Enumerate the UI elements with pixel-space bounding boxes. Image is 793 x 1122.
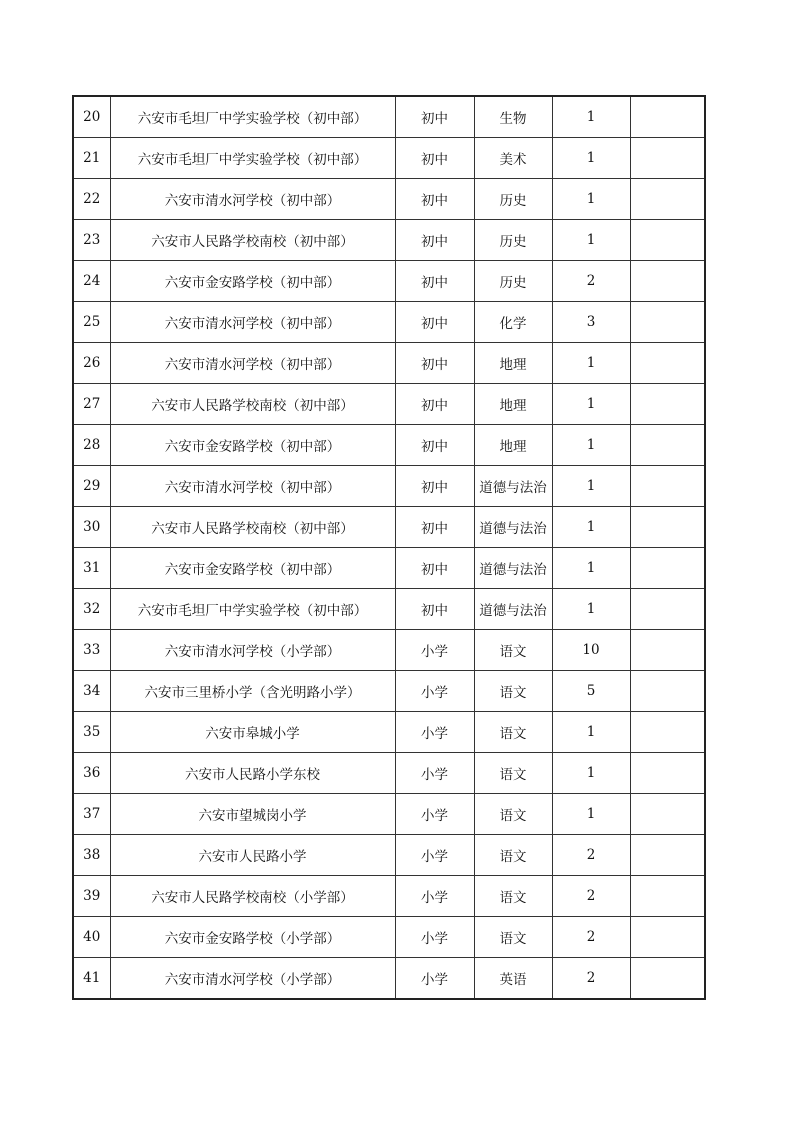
school-level-cell: 小学	[395, 753, 474, 794]
row-number-cell: 35	[73, 712, 110, 753]
row-number-cell: 21	[73, 138, 110, 179]
position-count-cell: 1	[552, 548, 630, 589]
subject-cell: 地理	[474, 343, 552, 384]
note-cell	[630, 302, 705, 343]
note-cell	[630, 261, 705, 302]
subject-cell: 生物	[474, 96, 552, 138]
table-row	[73, 794, 705, 835]
row-number-cell: 41	[73, 958, 110, 1000]
subject-cell: 语文	[474, 876, 552, 917]
table-row	[73, 220, 705, 261]
table-row	[73, 343, 705, 384]
position-count-cell: 1	[552, 96, 630, 138]
table-row	[73, 138, 705, 179]
table-row	[73, 425, 705, 466]
subject-cell: 地理	[474, 384, 552, 425]
row-number-cell: 37	[73, 794, 110, 835]
table-row	[73, 96, 705, 138]
school-name-cell: 六安市金安路学校（初中部）	[110, 425, 395, 466]
school-name-cell: 六安市金安路学校（初中部）	[110, 261, 395, 302]
position-count-cell: 1	[552, 343, 630, 384]
school-level-cell: 小学	[395, 958, 474, 1000]
note-cell	[630, 958, 705, 1000]
position-count-cell: 10	[552, 630, 630, 671]
school-name-cell: 六安市清水河学校（小学部）	[110, 958, 395, 1000]
school-level-cell: 小学	[395, 794, 474, 835]
position-count-cell: 2	[552, 958, 630, 1000]
school-level-cell: 小学	[395, 671, 474, 712]
subject-cell: 地理	[474, 425, 552, 466]
school-name-cell: 六安市人民路小学	[110, 835, 395, 876]
school-name-cell: 六安市毛坦厂中学实验学校（初中部）	[110, 96, 395, 138]
subject-cell: 语文	[474, 835, 552, 876]
row-number-cell: 40	[73, 917, 110, 958]
row-number-cell: 33	[73, 630, 110, 671]
table-row	[73, 753, 705, 794]
school-name-cell: 六安市金安路学校（小学部）	[110, 917, 395, 958]
position-count-cell: 2	[552, 261, 630, 302]
note-cell	[630, 507, 705, 548]
row-number-cell: 29	[73, 466, 110, 507]
note-cell	[630, 630, 705, 671]
subject-cell: 语文	[474, 712, 552, 753]
school-level-cell: 初中	[395, 466, 474, 507]
school-level-cell: 小学	[395, 712, 474, 753]
school-name-cell: 六安市金安路学校（初中部）	[110, 548, 395, 589]
table-row	[73, 876, 705, 917]
school-level-cell: 初中	[395, 384, 474, 425]
subject-cell: 道德与法治	[474, 589, 552, 630]
school-name-cell: 六安市清水河学校（初中部）	[110, 302, 395, 343]
row-number-cell: 34	[73, 671, 110, 712]
row-number-cell: 25	[73, 302, 110, 343]
row-number-cell: 26	[73, 343, 110, 384]
position-count-cell: 1	[552, 753, 630, 794]
row-number-cell: 20	[73, 96, 110, 138]
school-name-cell: 六安市人民路学校南校（初中部）	[110, 384, 395, 425]
positions-table-body	[73, 96, 705, 999]
school-level-cell: 小学	[395, 835, 474, 876]
row-number-cell: 38	[73, 835, 110, 876]
school-level-cell: 初中	[395, 425, 474, 466]
note-cell	[630, 794, 705, 835]
table-row	[73, 671, 705, 712]
row-number-cell: 28	[73, 425, 110, 466]
note-cell	[630, 96, 705, 138]
position-count-cell: 2	[552, 876, 630, 917]
row-number-cell: 32	[73, 589, 110, 630]
school-level-cell: 小学	[395, 630, 474, 671]
subject-cell: 语文	[474, 630, 552, 671]
school-level-cell: 初中	[395, 261, 474, 302]
subject-cell: 美术	[474, 138, 552, 179]
subject-cell: 道德与法治	[474, 466, 552, 507]
school-name-cell: 六安市望城岗小学	[110, 794, 395, 835]
table-row	[73, 589, 705, 630]
school-level-cell: 小学	[395, 876, 474, 917]
note-cell	[630, 343, 705, 384]
row-number-cell: 22	[73, 179, 110, 220]
table-row	[73, 835, 705, 876]
school-level-cell: 初中	[395, 302, 474, 343]
position-count-cell: 2	[552, 835, 630, 876]
school-name-cell: 六安市清水河学校（小学部）	[110, 630, 395, 671]
note-cell	[630, 671, 705, 712]
subject-cell: 道德与法治	[474, 507, 552, 548]
position-count-cell: 1	[552, 794, 630, 835]
row-number-cell: 31	[73, 548, 110, 589]
note-cell	[630, 712, 705, 753]
school-name-cell: 六安市清水河学校（初中部）	[110, 466, 395, 507]
school-name-cell: 六安市人民路学校南校（初中部）	[110, 220, 395, 261]
school-name-cell: 六安市皋城小学	[110, 712, 395, 753]
school-name-cell: 六安市毛坦厂中学实验学校（初中部）	[110, 589, 395, 630]
position-count-cell: 1	[552, 384, 630, 425]
school-level-cell: 初中	[395, 138, 474, 179]
note-cell	[630, 548, 705, 589]
school-level-cell: 初中	[395, 343, 474, 384]
position-count-cell: 1	[552, 712, 630, 753]
table-row	[73, 302, 705, 343]
note-cell	[630, 138, 705, 179]
subject-cell: 语文	[474, 671, 552, 712]
table-row	[73, 179, 705, 220]
subject-cell: 语文	[474, 917, 552, 958]
school-level-cell: 初中	[395, 507, 474, 548]
row-number-cell: 30	[73, 507, 110, 548]
school-level-cell: 初中	[395, 589, 474, 630]
school-name-cell: 六安市清水河学校（初中部）	[110, 179, 395, 220]
row-number-cell: 23	[73, 220, 110, 261]
table-row	[73, 630, 705, 671]
table-row	[73, 261, 705, 302]
note-cell	[630, 589, 705, 630]
position-count-cell: 1	[552, 138, 630, 179]
school-level-cell: 小学	[395, 917, 474, 958]
subject-cell: 语文	[474, 753, 552, 794]
school-name-cell: 六安市三里桥小学（含光明路小学）	[110, 671, 395, 712]
school-level-cell: 初中	[395, 548, 474, 589]
note-cell	[630, 425, 705, 466]
school-name-cell: 六安市人民路小学东校	[110, 753, 395, 794]
position-count-cell: 1	[552, 507, 630, 548]
school-name-cell: 六安市毛坦厂中学实验学校（初中部）	[110, 138, 395, 179]
subject-cell: 语文	[474, 794, 552, 835]
position-count-cell: 5	[552, 671, 630, 712]
table-row	[73, 548, 705, 589]
position-count-cell: 1	[552, 179, 630, 220]
school-name-cell: 六安市清水河学校（初中部）	[110, 343, 395, 384]
subject-cell: 道德与法治	[474, 548, 552, 589]
position-count-cell: 3	[552, 302, 630, 343]
school-level-cell: 初中	[395, 220, 474, 261]
table-row	[73, 917, 705, 958]
school-name-cell: 六安市人民路学校南校（初中部）	[110, 507, 395, 548]
note-cell	[630, 220, 705, 261]
subject-cell: 历史	[474, 179, 552, 220]
note-cell	[630, 876, 705, 917]
position-count-cell: 1	[552, 589, 630, 630]
table-row	[73, 466, 705, 507]
table-row	[73, 384, 705, 425]
position-count-cell: 1	[552, 220, 630, 261]
subject-cell: 化学	[474, 302, 552, 343]
table-row	[73, 958, 705, 1000]
school-name-cell: 六安市人民路学校南校（小学部）	[110, 876, 395, 917]
position-count-cell: 2	[552, 917, 630, 958]
row-number-cell: 39	[73, 876, 110, 917]
position-count-cell: 1	[552, 425, 630, 466]
position-count-cell: 1	[552, 466, 630, 507]
note-cell	[630, 753, 705, 794]
note-cell	[630, 466, 705, 507]
row-number-cell: 36	[73, 753, 110, 794]
note-cell	[630, 384, 705, 425]
row-number-cell: 27	[73, 384, 110, 425]
note-cell	[630, 917, 705, 958]
positions-table	[72, 95, 706, 1000]
table-row	[73, 507, 705, 548]
subject-cell: 英语	[474, 958, 552, 1000]
school-level-cell: 初中	[395, 179, 474, 220]
note-cell	[630, 179, 705, 220]
subject-cell: 历史	[474, 220, 552, 261]
note-cell	[630, 835, 705, 876]
table-row	[73, 712, 705, 753]
row-number-cell: 24	[73, 261, 110, 302]
school-level-cell: 初中	[395, 96, 474, 138]
subject-cell: 历史	[474, 261, 552, 302]
